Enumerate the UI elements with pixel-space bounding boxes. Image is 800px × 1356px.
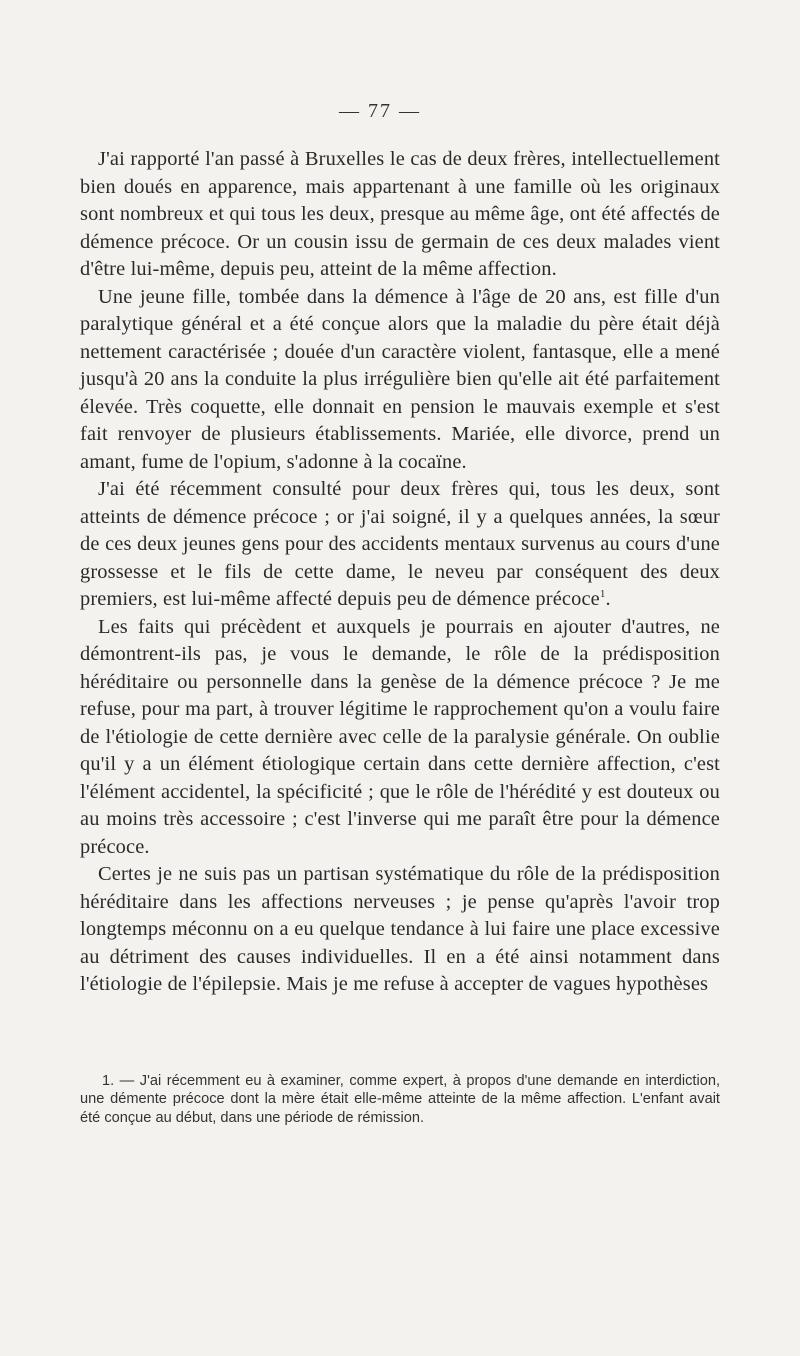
footnote-ref: 1 bbox=[599, 588, 606, 601]
footnote bbox=[80, 1072, 720, 1127]
paragraph: Les faits qui précèdent et auxquels je pourrais en ajouter d'autres, ne démontrent-ils pas, je vous le demande, le rôle de la prédisposition héréditaire ou personnelle dans la genèse de la démence précoce ? Je me refuse, pour ma part, à trouver légitime le rapprochement qu'on a voulu faire de l'étiologie de cette dernière avec celle de la paralysie générale. On oublie qu'il y a un élément étiologique certain dans cette dernière affection, c'est l'élément accidentel, la spécificité ; que le rôle de l'hérédité y est douteux ou au moins très accessoire ; c'est l'inverse qui me paraît être pour la démence précoce. bbox=[80, 615, 720, 858]
paragraph-end: . bbox=[605, 588, 611, 610]
footnote-text: 1. — J'ai récemment eu à examiner, comme expert, à propos d'une demande en interdiction, une démente précoce dont la mère était elle-même atteinte de la même affection. L'enfant avait été conçue au début, dans une période de rémission. bbox=[80, 1073, 720, 1126]
paragraph: Une jeune fille, tombée dans la démence à l'âge de 20 ans, est fille d'un paralytique général et a été conçue alors que la maladie du père était déjà nettement caractérisée ; douée d'un caractère violent, fantasque, elle a mené jusqu'à 20 ans la conduite la plus irrégulière bien qu'elle ait été parfaitement élevée. Très coquette, elle donnait en pension le mauvais exemple et s'est fait renvoyer de plusieurs établissements. Mariée, elle divorce, prend un amant, fume de l'opium, s'adonne à la cocaïne. bbox=[80, 285, 720, 473]
paragraph: Certes je ne suis pas un partisan systématique du rôle de la prédisposition héréditaire dans les affections nerveuses ; je pense qu'après l'avoir trop longtemps méconnu on a eu quelque tendance à lui faire une place excessive au détriment des causes individuelles. Il en a été ainsi notamment dans l'étiologie de l'épilepsie. Mais je me refuse à accepter de vagues hypothèses bbox=[80, 863, 720, 995]
paragraph bbox=[80, 476, 720, 614]
paragraph-text: J'ai été récemment consulté pour deux frères qui, tous les deux, sont atteints de démence précoce ; or j'ai soigné, il y a quelques années, la sœur de ces deux jeunes gens pour des accidents mentaux survenus au cours d'une grossesse et le fils de cette dame, le neveu par conséquent des deux premiers, est lui-même affecté depuis peu de démence précoce bbox=[80, 478, 720, 610]
body-text bbox=[80, 146, 720, 999]
paragraph: J'ai rapporté l'an passé à Bruxelles le cas de deux frères, intellectuellement bien doués en apparence, mais appartenant à une famille où les originaux sont nombreux et qui tous les deux, presque au même âge, ont été affectés de démence précoce. Or un cousin issu de germain de ces deux malades vient d'être lui-même, depuis peu, atteint de la même affection. bbox=[80, 148, 720, 280]
page-number: — 77 — bbox=[339, 100, 421, 122]
